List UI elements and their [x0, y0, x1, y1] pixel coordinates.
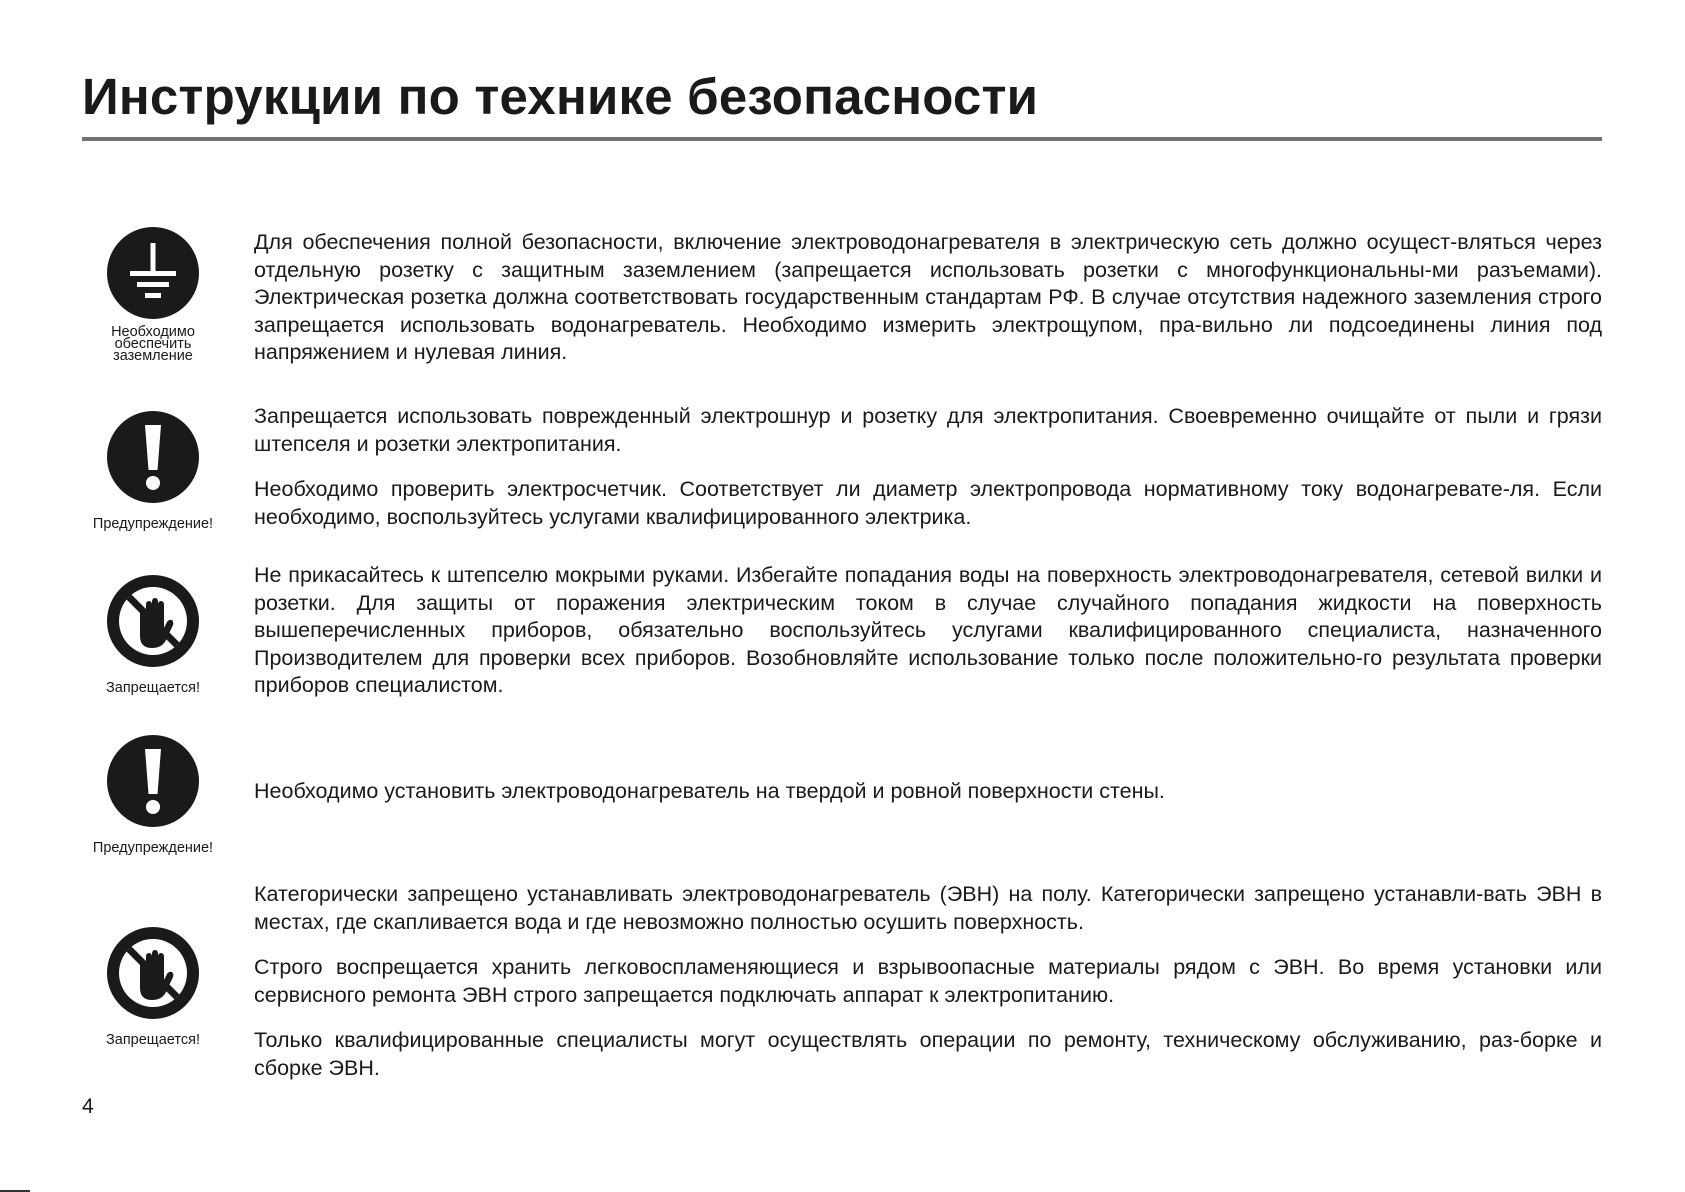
- warning-icon: [106, 734, 200, 828]
- icon-caption-ground-line-2: обеспечить: [114, 336, 192, 352]
- icon-caption-warning-installation: Предупреждение!: [92, 840, 214, 856]
- ground-symbol: [73, 226, 233, 362]
- icon-caption-prohibited-installation: Запрещается!: [106, 1032, 200, 1048]
- icon-caption-ground-line-3: заземление: [113, 348, 193, 364]
- warning-symbol-installation: [73, 734, 233, 856]
- paragraph-grounding: Для обеспечения полной безопасности, включение электроводонагревателя в электрическую сеть должно осущест-вляться через отдельную розетку с защитным заземлением (запрещается использовать розетки с многофункциональны-ми разъемами). Электрическая розетка должна соответствовать государственным стандартам РФ. В случае отсутствия надежного заземления строго запрещается использовать водонагреватель. Необходимо измерить электрощупом, пра-вильно ли подсоединены линия под напряжением и нулевая линия.: [254, 230, 1602, 364]
- paragraph-qualified-repairs: Только квалифицированные специалисты могут осуществлять операции по ремонту, техническому обслуживанию, раз-борке и сборке ЭВН.: [254, 1028, 1602, 1080]
- warning-icon: [106, 410, 200, 504]
- prohibited-symbol: [73, 574, 233, 696]
- icon-caption-warning: Предупреждение!: [92, 516, 214, 532]
- icon-caption-prohibited: Запрещается!: [106, 680, 200, 696]
- icon-caption-ground-line-1: Необходимо: [111, 324, 195, 340]
- title-divider: [82, 137, 1602, 141]
- no-touch-icon: [106, 926, 200, 1020]
- paragraph-power-cord: Запрещается использовать поврежденный электрошнур и розетку для электропитания. Своевременно очищайте от пыли и грязи штепселя и розетки электропитания.: [254, 404, 1602, 456]
- page-number: 4: [82, 1095, 94, 1118]
- paragraph-wet-hands: Не прикасайтесь к штепселю мокрыми руками. Избегайте попадания воды на поверхность электроводонагревателя, сетевой вилки и розетки. Для защиты от поражения электрическим током в случае случайного попадания жидкости на поверхность вышеперечисленных приборов, обязательно воспользуйтесь услугами квалифицированного специалиста, назначенного Производителем для проверки всех приборов. Возобновляйте использование только после положительно-го результата проверки приборов специалистом.: [254, 563, 1602, 697]
- paragraph-flammable-materials: Строго воспрещается хранить легковоспламеняющиеся и взрывоопасные материалы рядом с ЭВН. Во время установки или сервисного ремонта ЭВН строго запрещается подключать аппарат к электропитанию.: [254, 955, 1602, 1007]
- prohibited-symbol-installation: [73, 926, 233, 1048]
- paragraph-electric-meter: Необходимо проверить электросчетчик. Соответствует ли диаметр электропровода нормативному току водонагревате-ля. Если необходимо, воспользуйтесь услугами квалифицированного электрика.: [254, 477, 1602, 529]
- no-touch-icon: [106, 574, 200, 668]
- warning-symbol: [73, 410, 233, 532]
- paragraph-floor-installation: Категорически запрещено устанавливать электроводонагреватель (ЭВН) на полу. Категорически запрещено устанавли-вать ЭВН в местах, где скапливается вода и где невозможно полностью осушить поверхность.: [254, 882, 1602, 934]
- ground-icon: [106, 226, 200, 320]
- paragraph-wall-installation: Необходимо установить электроводонагреватель на твердой и ровной поверхности стены.: [254, 779, 1165, 803]
- page-title: Инструкции по технике безопасности: [82, 68, 1039, 125]
